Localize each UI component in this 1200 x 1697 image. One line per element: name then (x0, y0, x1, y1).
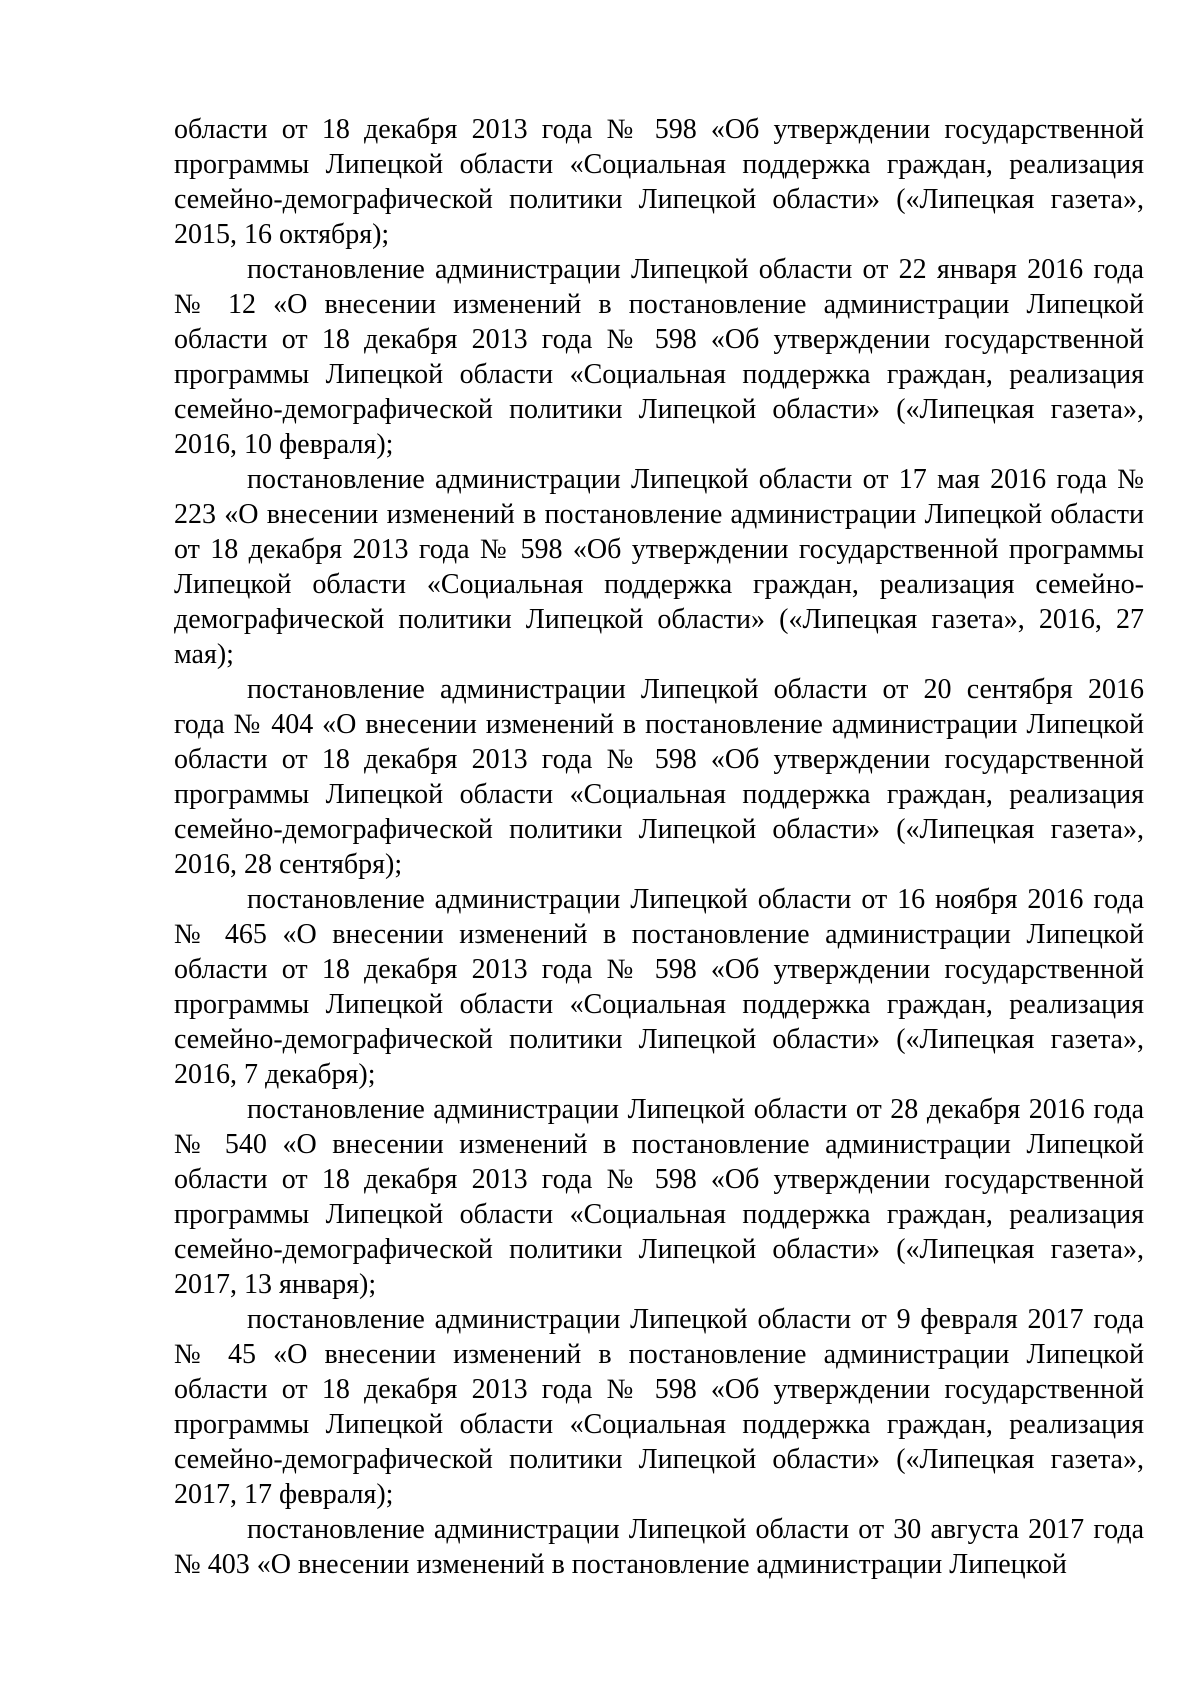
paragraph-resolution-404: постановление администрации Липецкой области от 20 сентября 2016 года № 404 «О внесении изменений в постановление администрации Липецкой области от 18 декабря 2013 года № 598 «Об утверждении государственной программы Липецкой области «Социальная поддержка граждан, реализация семейно-демографической политики Липецкой области» («Липецкая газета», 2016, 28 сентября); (174, 674, 1144, 880)
paragraph-resolution-540: постановление администрации Липецкой области от 28 декабря 2016 года № 540 «О внесении изменений в постановление администрации Липецкой области от 18 декабря 2013 года № 598 «Об утверждении государственной программы Липецкой области «Социальная поддержка граждан, реализация семейно-демографической политики Липецкой области» («Липецкая газета», 2017, 13 января); (174, 1094, 1144, 1300)
paragraph-resolution-403: постановление администрации Липецкой области от 30 августа 2017 года № 403 «О внесении изменений в постановление администрации Липецкой (174, 1514, 1144, 1580)
paragraph-resolution-223: постановление администрации Липецкой области от 17 мая 2016 года № 223 «О внесении изменений в постановление администрации Липецкой области от 18 декабря 2013 года № 598 «Об утверждении государственной программы Липецкой области «Социальная поддержка граждан, реализация семейно-демографической политики Липецкой области» («Липецкая газета», 2016, 27 мая); (174, 464, 1144, 670)
paragraph-resolution-45: постановление администрации Липецкой области от 9 февраля 2017 года № 45 «О внесении изменений в постановление администрации Липецкой области от 18 декабря 2013 года № 598 «Об утверждении государственной программы Липецкой области «Социальная поддержка граждан, реализация семейно-демографической политики Липецкой области» («Липецкая газета», 2017, 17 февраля); (174, 1304, 1144, 1510)
paragraph-resolution-465: постановление администрации Липецкой области от 16 ноября 2016 года № 465 «О внесении изменений в постановление администрации Липецкой области от 18 декабря 2013 года № 598 «Об утверждении государственной программы Липецкой области «Социальная поддержка граждан, реализация семейно-демографической политики Липецкой области» («Липецкая газета», 2016, 7 декабря); (174, 884, 1144, 1090)
paragraph-continuation: области от 18 декабря 2013 года № 598 «Об утверждении государственной программы Липецкой области «Социальная поддержка граждан, реализация семейно-демографической политики Липецкой области» («Липецкая газета», 2015, 16 октября); (174, 114, 1144, 250)
paragraph-resolution-12: постановление администрации Липецкой области от 22 января 2016 года № 12 «О внесении изменений в постановление администрации Липецкой области от 18 декабря 2013 года № 598 «Об утверждении государственной программы Липецкой области «Социальная поддержка граждан, реализация семейно-демографической политики Липецкой области» («Липецкая газета», 2016, 10 февраля); (174, 254, 1144, 460)
document-body (174, 112, 1144, 1582)
